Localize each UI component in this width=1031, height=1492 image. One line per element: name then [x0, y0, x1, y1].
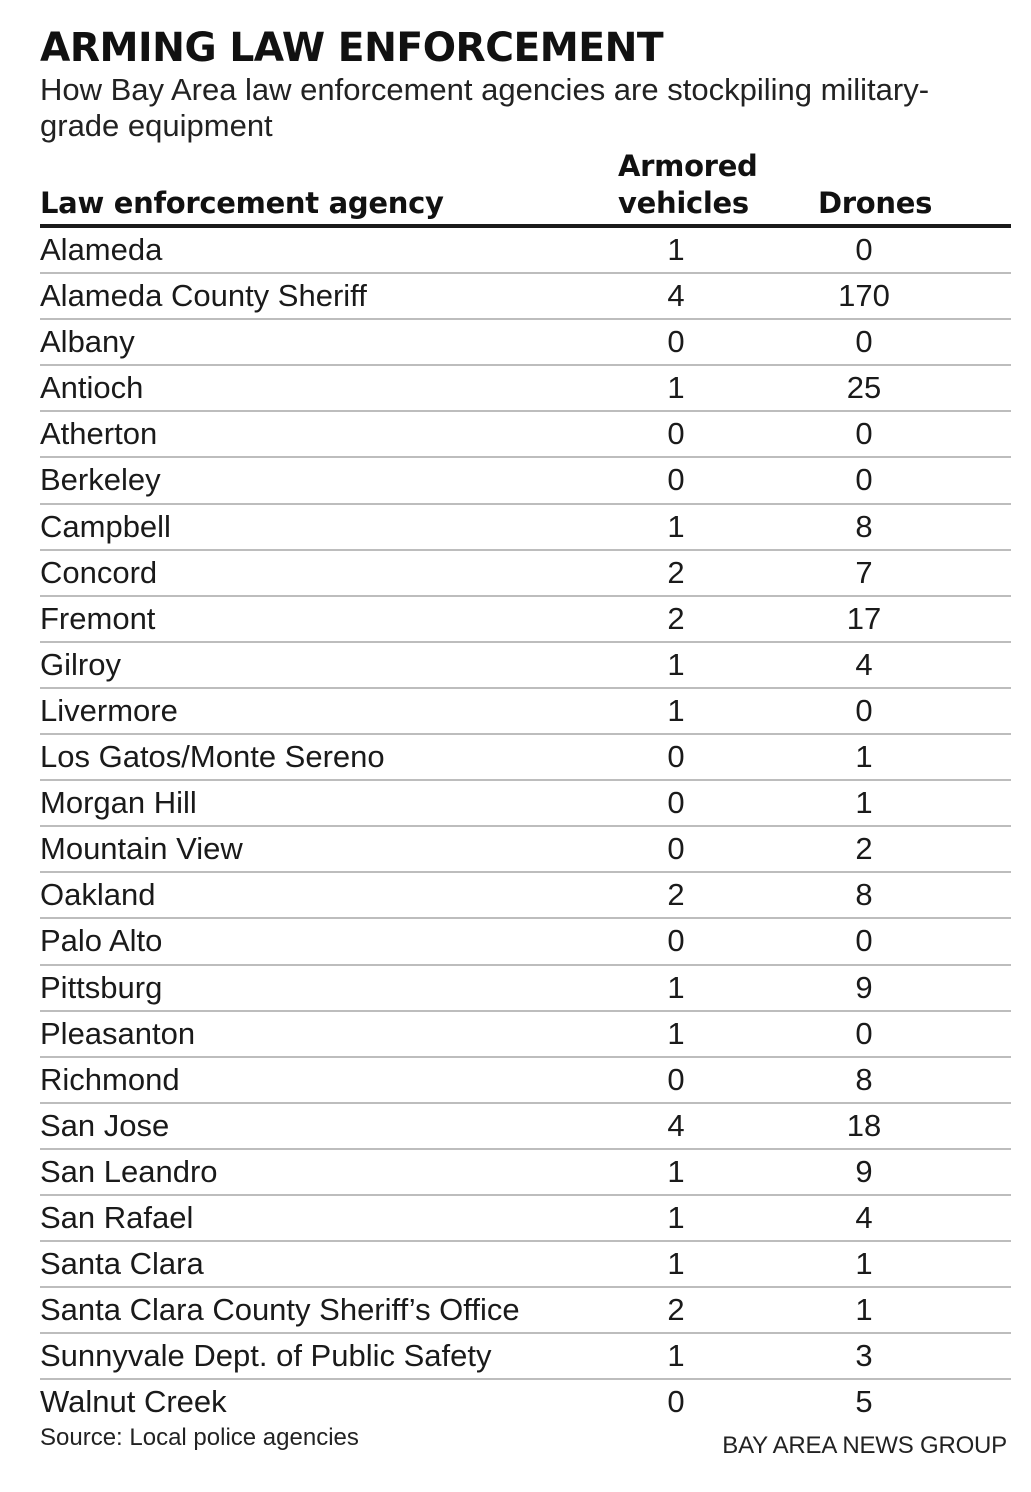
cell-drones: 8 [855, 508, 873, 544]
table-row [40, 320, 1011, 366]
table-row [40, 873, 1011, 919]
table-row [40, 966, 1011, 1012]
cell-drones: 17 [846, 600, 882, 636]
footer [40, 1422, 1011, 1462]
table-row [40, 827, 1011, 873]
cell-drones: 25 [846, 370, 882, 406]
cell-drones: 0 [855, 232, 873, 267]
cell-drones: 170 [838, 278, 890, 314]
table-row [40, 412, 1011, 458]
cell-agency: Alameda [40, 232, 163, 267]
cell-agency: Santa Clara [40, 1246, 204, 1282]
column-header-armored-line1: Armored [618, 149, 758, 183]
column-header-armored-line2: vehicles [618, 186, 749, 220]
table-row [40, 919, 1011, 965]
cell-armored-vehicles: 1 [667, 370, 685, 406]
cell-armored-vehicles: 1 [667, 646, 685, 682]
cell-agency: Pleasanton [40, 1015, 196, 1051]
cell-drones: 0 [855, 462, 873, 498]
cell-armored-vehicles: 0 [667, 923, 685, 959]
cell-drones: 3 [855, 1338, 873, 1374]
column-header-armored-vehicles [618, 148, 798, 222]
cell-agency: Mountain View [40, 831, 243, 867]
table-row [40, 1104, 1011, 1150]
table-header [40, 148, 1011, 228]
cell-agency: Atherton [40, 416, 158, 452]
cell-armored-vehicles: 2 [667, 877, 685, 913]
cell-armored-vehicles: 4 [667, 1107, 685, 1143]
cell-agency: Gilroy [40, 646, 121, 682]
table-row [40, 643, 1011, 689]
cell-agency: San Rafael [40, 1199, 194, 1235]
cell-agency: Antioch [40, 370, 144, 406]
table-row [40, 1150, 1011, 1196]
table-row [40, 1242, 1011, 1288]
table-row [40, 551, 1011, 597]
cell-agency: Campbell [40, 508, 171, 544]
cell-agency: Walnut Creek [40, 1384, 227, 1420]
cell-agency: Berkeley [40, 462, 161, 498]
cell-agency: Santa Clara County Sheriff’s Office [40, 1292, 520, 1328]
cell-armored-vehicles: 0 [667, 1384, 685, 1420]
table-row [40, 689, 1011, 735]
cell-drones: 5 [855, 1384, 873, 1420]
cell-agency: Richmond [40, 1061, 180, 1097]
cell-armored-vehicles: 2 [667, 554, 685, 590]
table-row [40, 781, 1011, 827]
cell-armored-vehicles: 1 [667, 1338, 685, 1374]
cell-drones: 9 [855, 1153, 873, 1189]
source-note: Source: Local police agencies [40, 1424, 359, 1451]
table-row [40, 274, 1011, 320]
table-row [40, 597, 1011, 643]
cell-agency: San Jose [40, 1107, 170, 1143]
column-header-drones: Drones [818, 186, 933, 220]
cell-drones: 4 [855, 646, 873, 682]
cell-drones: 0 [855, 416, 873, 452]
cell-armored-vehicles: 0 [667, 1061, 685, 1097]
cell-armored-vehicles: 1 [667, 1153, 685, 1189]
table-row [40, 505, 1011, 551]
cell-drones: 18 [846, 1107, 882, 1143]
cell-armored-vehicles: 4 [667, 278, 685, 314]
cell-drones: 1 [855, 785, 873, 821]
cell-drones: 4 [855, 1199, 873, 1235]
cell-armored-vehicles: 1 [667, 232, 685, 267]
table-row [40, 1288, 1011, 1334]
cell-drones: 0 [855, 692, 873, 728]
table-row [40, 1058, 1011, 1104]
cell-armored-vehicles: 1 [667, 1015, 685, 1051]
cell-agency: Fremont [40, 600, 156, 636]
cell-agency: Pittsburg [40, 969, 163, 1005]
cell-drones: 1 [855, 1246, 873, 1282]
cell-drones: 0 [855, 1015, 873, 1051]
cell-armored-vehicles: 0 [667, 739, 685, 775]
table-row [40, 735, 1011, 781]
cell-agency: Albany [40, 324, 135, 360]
table-body [40, 228, 1011, 1424]
cell-agency: Concord [40, 554, 158, 590]
cell-drones: 0 [855, 923, 873, 959]
column-header-agency: Law enforcement agency [40, 186, 444, 220]
cell-drones: 8 [855, 877, 873, 913]
cell-armored-vehicles: 1 [667, 1199, 685, 1235]
table-row [40, 1012, 1011, 1058]
table-row [40, 228, 1011, 274]
table-row [40, 458, 1011, 504]
cell-agency: Morgan Hill [40, 785, 197, 821]
cell-drones: 0 [855, 324, 873, 360]
cell-drones: 1 [855, 1292, 873, 1328]
graphic-container [40, 26, 1011, 1424]
cell-drones: 7 [855, 554, 873, 590]
cell-drones: 2 [855, 831, 873, 867]
cell-armored-vehicles: 0 [667, 416, 685, 452]
table-row [40, 1334, 1011, 1380]
cell-armored-vehicles: 1 [667, 1246, 685, 1282]
cell-armored-vehicles: 0 [667, 831, 685, 867]
cell-agency: Alameda County Sheriff [40, 278, 367, 314]
table-row [40, 1196, 1011, 1242]
credit-line: BAY AREA NEWS GROUP [722, 1432, 1007, 1459]
cell-agency: Los Gatos/Monte Sereno [40, 739, 385, 775]
cell-agency: Livermore [40, 692, 178, 728]
cell-armored-vehicles: 1 [667, 692, 685, 728]
cell-armored-vehicles: 1 [667, 508, 685, 544]
cell-armored-vehicles: 0 [667, 462, 685, 498]
cell-armored-vehicles: 0 [667, 324, 685, 360]
cell-armored-vehicles: 0 [667, 785, 685, 821]
cell-armored-vehicles: 1 [667, 969, 685, 1005]
chart-title: ARMING LAW ENFORCEMENT [40, 25, 664, 71]
table-row [40, 366, 1011, 412]
cell-drones: 8 [855, 1061, 873, 1097]
cell-agency: Oakland [40, 877, 156, 913]
chart-subtitle: How Bay Area law enforcement agencies are stockpiling military-grade equipment [40, 72, 930, 143]
cell-armored-vehicles: 2 [667, 1292, 685, 1328]
table-row [40, 1380, 1011, 1424]
cell-agency: Palo Alto [40, 923, 163, 959]
cell-drones: 9 [855, 969, 873, 1005]
cell-drones: 1 [855, 739, 873, 775]
cell-agency: Sunnyvale Dept. of Public Safety [40, 1338, 492, 1374]
cell-agency: San Leandro [40, 1153, 218, 1189]
cell-armored-vehicles: 2 [667, 600, 685, 636]
